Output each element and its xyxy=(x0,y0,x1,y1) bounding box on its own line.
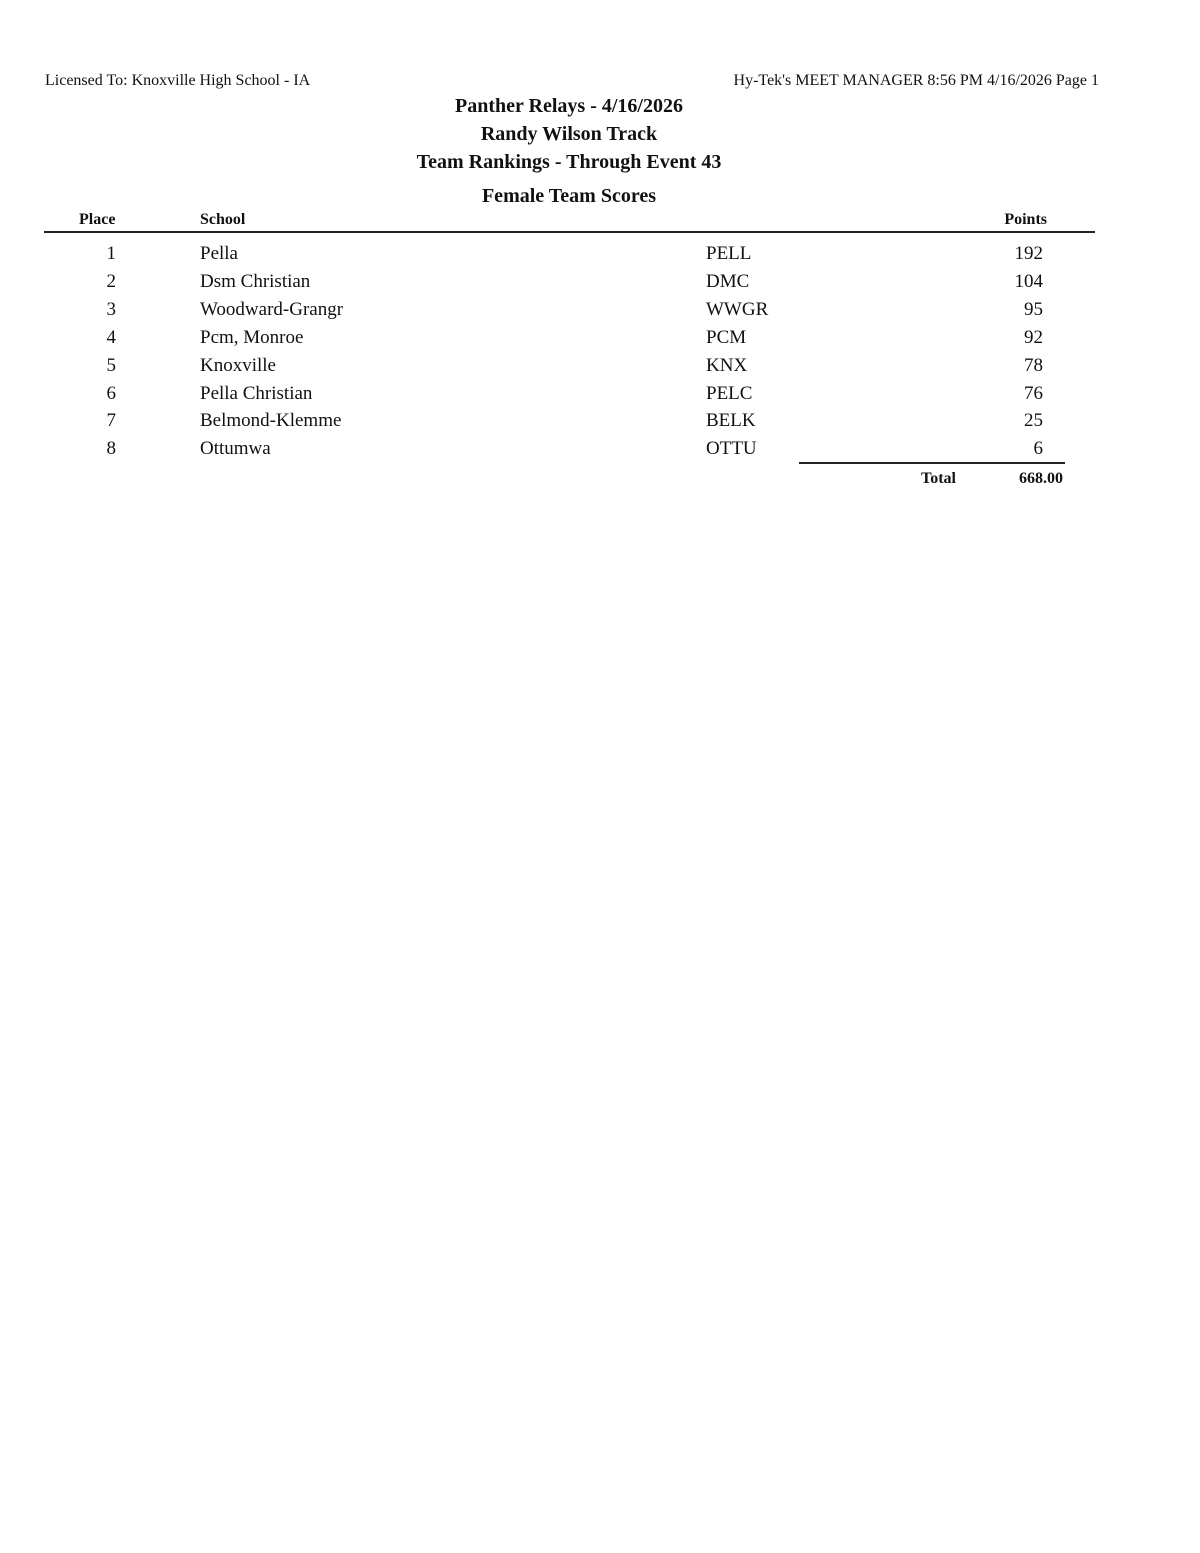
place-cell: 7 xyxy=(106,410,116,432)
column-header-school: School xyxy=(200,211,246,228)
place-cell: 6 xyxy=(106,382,116,404)
points-cell: 192 xyxy=(1014,243,1043,264)
school-cell: Pella Christian xyxy=(200,382,313,404)
licensed-to: Licensed To: Knoxville High School - IA xyxy=(45,72,311,89)
school-cell: Belmond-Klemme xyxy=(200,410,342,432)
section-title: Female Team Scores xyxy=(481,185,657,207)
school-cell: Pella xyxy=(200,243,238,264)
table-row xyxy=(0,327,1200,355)
place-cell: 8 xyxy=(106,438,116,460)
total-value: 668.00 xyxy=(1019,470,1063,487)
points-cell: 25 xyxy=(1024,410,1043,432)
software-info: Hy-Tek's MEET MANAGER 8:56 PM 4/16/2026 Page 1 xyxy=(733,72,1099,89)
team-code-cell: OTTU xyxy=(706,438,757,460)
team-code-cell: PCM xyxy=(706,326,747,348)
column-header-points: Points xyxy=(1004,211,1047,228)
school-cell: Pcm, Monroe xyxy=(200,326,304,348)
header-divider xyxy=(44,231,1095,233)
total-label: Total xyxy=(921,470,956,487)
team-code-cell: KNX xyxy=(706,354,748,376)
table-row xyxy=(0,410,1200,438)
venue-title: Randy Wilson Track xyxy=(480,123,658,145)
school-cell: Ottumwa xyxy=(200,438,271,460)
team-code-cell: BELK xyxy=(706,410,756,432)
total-divider xyxy=(799,462,1065,464)
place-cell: 5 xyxy=(106,354,116,376)
team-code-cell: PELL xyxy=(706,243,752,264)
points-cell: 6 xyxy=(1033,438,1043,460)
place-cell: 3 xyxy=(106,298,116,320)
place-cell: 4 xyxy=(106,326,116,348)
place-cell: 1 xyxy=(106,243,116,264)
table-row xyxy=(0,299,1200,327)
report-title: Team Rankings - Through Event 43 xyxy=(416,151,722,173)
table-row xyxy=(0,383,1200,411)
team-code-cell: DMC xyxy=(706,270,750,292)
team-code-cell: WWGR xyxy=(706,298,769,320)
school-cell: Knoxville xyxy=(200,354,276,376)
points-cell: 78 xyxy=(1024,354,1043,376)
school-cell: Woodward-Grangr xyxy=(200,298,344,320)
points-cell: 92 xyxy=(1024,326,1043,348)
table-row xyxy=(0,271,1200,299)
points-cell: 104 xyxy=(1014,270,1043,292)
points-cell: 95 xyxy=(1024,298,1043,320)
points-cell: 76 xyxy=(1024,382,1043,404)
school-cell: Dsm Christian xyxy=(200,270,311,292)
table-row xyxy=(0,355,1200,383)
place-cell: 2 xyxy=(106,270,116,292)
column-header-place: Place xyxy=(79,211,116,228)
meet-title: Panther Relays - 4/16/2026 xyxy=(455,95,683,117)
team-code-cell: PELC xyxy=(706,382,753,404)
table-row xyxy=(0,243,1200,271)
